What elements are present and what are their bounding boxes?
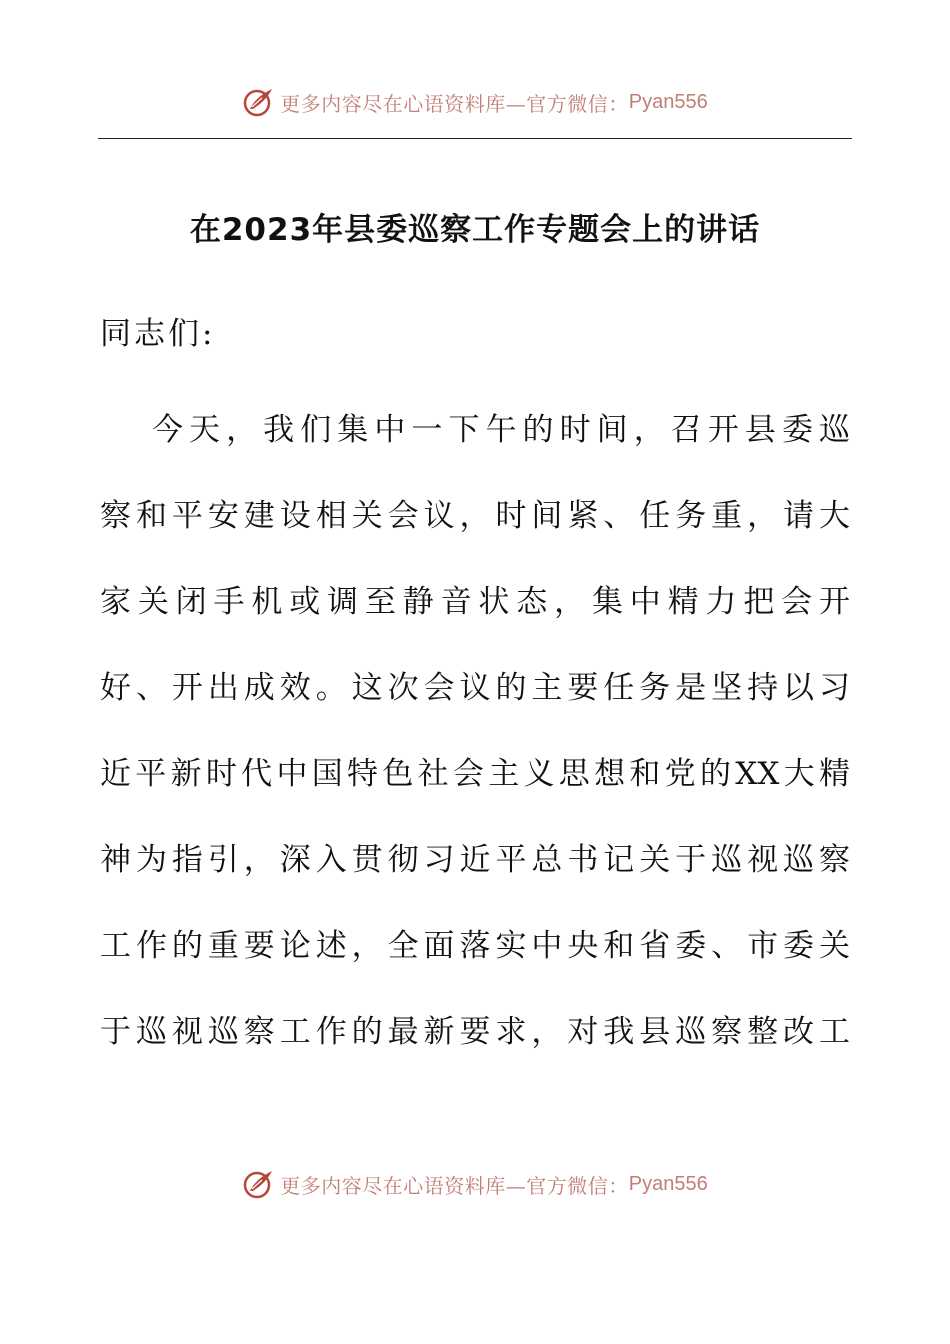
- quill-circle-icon: [242, 1167, 276, 1201]
- body-line: 近平新时代中国特色社会主义思想和党的XX大精: [100, 756, 850, 792]
- body-line: 家关闭手机或调至静音状态，集中精力把会开: [100, 584, 850, 620]
- body-line: 神为指引，深入贯彻习近平总书记关于巡视巡察: [100, 842, 850, 878]
- footer-banner: [0, 1162, 950, 1206]
- wechat-id: Pyan556: [628, 90, 708, 113]
- body-line: 察和平安建设相关会议，时间紧、任务重，请大: [100, 498, 850, 534]
- body-line: 于巡视巡察工作的最新要求，对我县巡察整改工: [100, 1014, 850, 1050]
- wechat-id: Pyan556: [628, 1172, 708, 1195]
- banner-text: 更多内容尽在心语资料库—官方微信：: [280, 1173, 629, 1198]
- body-line: 今天，我们集中一下午的时间，召开县委巡: [152, 412, 850, 448]
- header-banner: [0, 80, 950, 124]
- quill-circle-icon: [242, 85, 276, 119]
- body-line: 工作的重要论述，全面落实中央和省委、市委关: [100, 928, 850, 964]
- salutation: 同志们:: [100, 316, 216, 352]
- body-line: 好、开出成效。这次会议的主要任务是坚持以习: [100, 670, 850, 706]
- header-divider: [98, 138, 852, 139]
- document-title: 在2023年县委巡察工作专题会上的讲话: [189, 212, 761, 248]
- banner-text: 更多内容尽在心语资料库—官方微信：: [280, 91, 629, 116]
